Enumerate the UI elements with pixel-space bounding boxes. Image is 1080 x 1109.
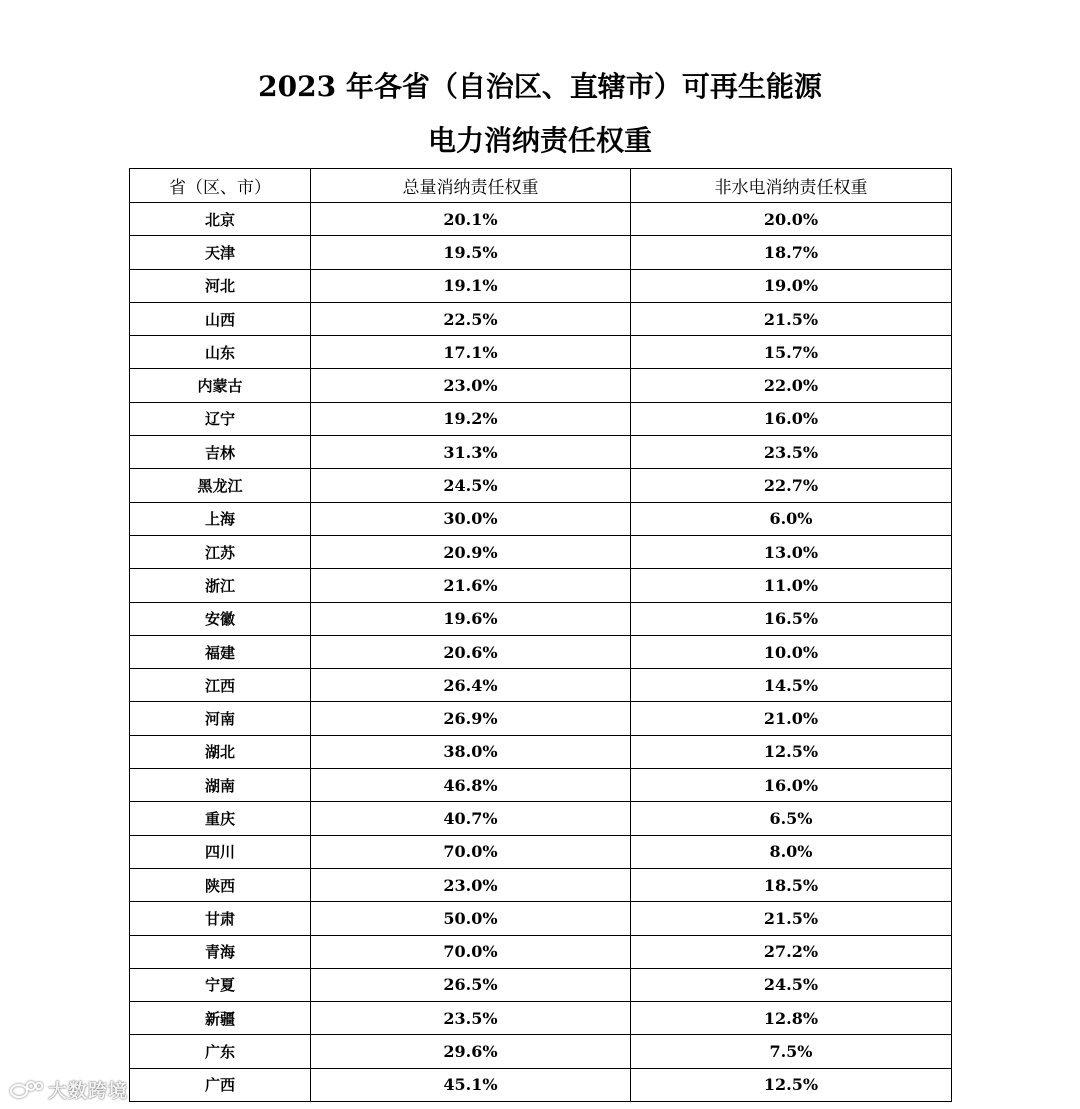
table-row [130, 269, 952, 302]
non-hydro-weight-cell: 12.5% [631, 1068, 952, 1101]
table-body [130, 203, 952, 1102]
province-cell: 上海 [130, 502, 311, 535]
table-row [130, 535, 952, 568]
non-hydro-weight-cell: 24.5% [631, 968, 952, 1001]
table-row [130, 1035, 952, 1068]
table-row [130, 868, 952, 901]
total-weight-cell: 31.3% [311, 436, 631, 469]
province-cell: 天津 [130, 236, 311, 269]
total-weight-cell: 29.6% [311, 1035, 631, 1068]
province-cell: 广东 [130, 1035, 311, 1068]
non-hydro-weight-cell: 18.5% [631, 868, 952, 901]
header-province: 省（区、市） [130, 169, 311, 203]
province-cell: 山西 [130, 302, 311, 335]
table-row [130, 835, 952, 868]
non-hydro-weight-cell: 16.5% [631, 602, 952, 635]
table-row [130, 1068, 952, 1101]
non-hydro-weight-cell: 20.0% [631, 203, 952, 236]
province-cell: 黑龙江 [130, 469, 311, 502]
non-hydro-weight-cell: 21.0% [631, 702, 952, 735]
weibo-style-logo-icon [8, 1078, 44, 1100]
watermark [8, 1074, 128, 1104]
table-row [130, 302, 952, 335]
total-weight-cell: 70.0% [311, 935, 631, 968]
province-cell: 内蒙古 [130, 369, 311, 402]
non-hydro-weight-cell: 21.5% [631, 902, 952, 935]
non-hydro-weight-cell: 12.8% [631, 1002, 952, 1035]
total-weight-cell: 17.1% [311, 336, 631, 369]
total-weight-cell: 19.2% [311, 402, 631, 435]
province-cell: 青海 [130, 935, 311, 968]
table-row [130, 236, 952, 269]
province-cell: 湖北 [130, 735, 311, 768]
non-hydro-weight-cell: 21.5% [631, 302, 952, 335]
table-row [130, 902, 952, 935]
non-hydro-weight-cell: 7.5% [631, 1035, 952, 1068]
watermark-text: 大数跨境 [48, 1079, 129, 1102]
province-cell: 辽宁 [130, 402, 311, 435]
table-row [130, 369, 952, 402]
header-non-hydro-weight: 非水电消纳责任权重 [631, 169, 952, 203]
non-hydro-weight-cell: 11.0% [631, 569, 952, 602]
total-weight-cell: 23.0% [311, 868, 631, 901]
total-weight-cell: 21.6% [311, 569, 631, 602]
non-hydro-weight-cell: 23.5% [631, 436, 952, 469]
weights-table [129, 168, 952, 1102]
province-cell: 广西 [130, 1068, 311, 1101]
non-hydro-weight-cell: 15.7% [631, 336, 952, 369]
table-row [130, 502, 952, 535]
province-cell: 河北 [130, 269, 311, 302]
non-hydro-weight-cell: 13.0% [631, 535, 952, 568]
total-weight-cell: 50.0% [311, 902, 631, 935]
table-row [130, 935, 952, 968]
province-cell: 湖南 [130, 769, 311, 802]
total-weight-cell: 20.1% [311, 203, 631, 236]
province-cell: 陕西 [130, 868, 311, 901]
non-hydro-weight-cell: 6.5% [631, 802, 952, 835]
total-weight-cell: 19.5% [311, 236, 631, 269]
province-cell: 北京 [130, 203, 311, 236]
table-row [130, 635, 952, 668]
total-weight-cell: 40.7% [311, 802, 631, 835]
non-hydro-weight-cell: 18.7% [631, 236, 952, 269]
total-weight-cell: 70.0% [311, 835, 631, 868]
total-weight-cell: 19.1% [311, 269, 631, 302]
province-cell: 安徽 [130, 602, 311, 635]
table-row [130, 436, 952, 469]
total-weight-cell: 26.9% [311, 702, 631, 735]
non-hydro-weight-cell: 8.0% [631, 835, 952, 868]
non-hydro-weight-cell: 10.0% [631, 635, 952, 668]
table-row [130, 669, 952, 702]
total-weight-cell: 30.0% [311, 502, 631, 535]
non-hydro-weight-cell: 22.7% [631, 469, 952, 502]
province-cell: 江苏 [130, 535, 311, 568]
total-weight-cell: 24.5% [311, 469, 631, 502]
non-hydro-weight-cell: 16.0% [631, 769, 952, 802]
province-cell: 江西 [130, 669, 311, 702]
non-hydro-weight-cell: 19.0% [631, 269, 952, 302]
table-header-row [130, 169, 952, 203]
total-weight-cell: 23.0% [311, 369, 631, 402]
province-cell: 福建 [130, 635, 311, 668]
page-title-line1: 2023 年各省（自治区、直辖市）可再生能源 [258, 70, 822, 103]
total-weight-cell: 26.5% [311, 968, 631, 1001]
table-row [130, 735, 952, 768]
table-row [130, 469, 952, 502]
province-cell: 吉林 [130, 436, 311, 469]
page-title-line2: 电力消纳责任权重 [427, 124, 652, 157]
total-weight-cell: 20.6% [311, 635, 631, 668]
total-weight-cell: 23.5% [311, 1002, 631, 1035]
table-row [130, 769, 952, 802]
table-row [130, 569, 952, 602]
province-cell: 浙江 [130, 569, 311, 602]
total-weight-cell: 45.1% [311, 1068, 631, 1101]
total-weight-cell: 46.8% [311, 769, 631, 802]
province-cell: 重庆 [130, 802, 311, 835]
table-row [130, 203, 952, 236]
table-row [130, 602, 952, 635]
non-hydro-weight-cell: 16.0% [631, 402, 952, 435]
province-cell: 新疆 [130, 1002, 311, 1035]
province-cell: 宁夏 [130, 968, 311, 1001]
header-total-weight: 总量消纳责任权重 [311, 169, 631, 203]
table-row [130, 968, 952, 1001]
total-weight-cell: 38.0% [311, 735, 631, 768]
non-hydro-weight-cell: 27.2% [631, 935, 952, 968]
total-weight-cell: 20.9% [311, 535, 631, 568]
province-cell: 山东 [130, 336, 311, 369]
non-hydro-weight-cell: 22.0% [631, 369, 952, 402]
table-row [130, 336, 952, 369]
non-hydro-weight-cell: 6.0% [631, 502, 952, 535]
table-row [130, 702, 952, 735]
total-weight-cell: 19.6% [311, 602, 631, 635]
total-weight-cell: 26.4% [311, 669, 631, 702]
table-row [130, 1002, 952, 1035]
province-cell: 甘肃 [130, 902, 311, 935]
table-row [130, 402, 952, 435]
table-row [130, 802, 952, 835]
province-cell: 河南 [130, 702, 311, 735]
total-weight-cell: 22.5% [311, 302, 631, 335]
non-hydro-weight-cell: 12.5% [631, 735, 952, 768]
non-hydro-weight-cell: 14.5% [631, 669, 952, 702]
province-cell: 四川 [130, 835, 311, 868]
